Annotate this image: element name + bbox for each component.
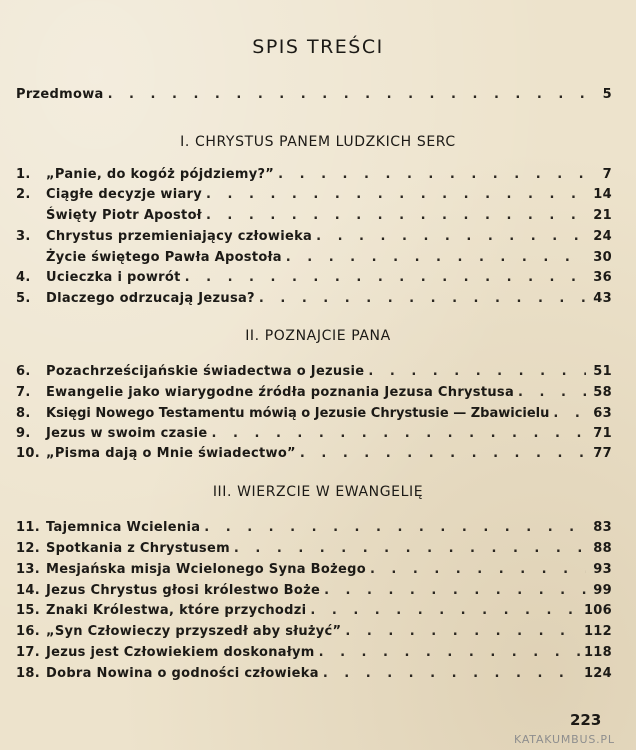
toc-entry [16, 360, 612, 380]
toc-entry [16, 537, 612, 557]
entry-title: Jezus jest Człowiekiem doskonałym [46, 645, 315, 660]
leader-dots [234, 541, 586, 557]
entry-page: 83 [593, 520, 612, 535]
toc-entry [16, 266, 612, 286]
entry-number: 5. [16, 291, 31, 306]
entry-number: 13. [16, 562, 40, 577]
leader-dots [368, 364, 586, 380]
entry-page: 93 [593, 562, 612, 577]
toc-entry [16, 402, 612, 422]
entry-page: 36 [593, 270, 612, 285]
entry-page: 106 [583, 603, 612, 618]
toc-entry [16, 442, 612, 462]
entry-title: Dobra Nowina o godności człowieka [46, 666, 319, 681]
entry-title: Życie świętego Pawła Apostoła [46, 250, 282, 265]
toc-entry [16, 381, 612, 401]
toc-entry [16, 287, 612, 307]
leader-dots [204, 520, 586, 536]
entry-number: 12. [16, 541, 40, 556]
entry-number: 9. [16, 426, 31, 441]
entry-number: 8. [16, 406, 31, 421]
leader-dots [310, 603, 580, 619]
entry-title: Dlaczego odrzucają Jezusa? [46, 291, 255, 306]
toc-entry [16, 246, 612, 266]
watermark: KATAKUMBUS.PL [514, 733, 615, 746]
section-heading-3: III. WIERZCIE W EWANGELIĘ [212, 484, 424, 500]
toc-entry [16, 163, 612, 183]
entry-page: 43 [593, 291, 612, 306]
entry-title: Chrystus przemieniający człowieka [46, 229, 313, 244]
leader-dots [286, 250, 586, 266]
entry-page: 118 [583, 645, 612, 660]
section-heading-1: I. CHRYSTUS PANEM LUDZKICH SERC [180, 134, 456, 150]
toc-entry [16, 422, 612, 442]
entry-page: 21 [593, 208, 612, 223]
leader-dots [316, 229, 586, 245]
entry-title: Przedmowa [16, 87, 104, 102]
entry-page: 14 [593, 187, 612, 202]
toc-entry [16, 579, 612, 599]
entry-page: 88 [593, 541, 612, 556]
entry-page: 24 [593, 229, 612, 244]
entry-title: Tajemnica Wcielenia [46, 520, 201, 535]
entry-title: Jezus w swoim czasie [46, 426, 208, 441]
entry-title: „Panie, do kogóż pójdziemy?” [46, 167, 275, 182]
entry-page: 51 [593, 364, 612, 379]
toc-entry [16, 641, 612, 661]
entry-title: Ewangelie jako wiarygodne źródła poznania Jezusa Chrystusa [46, 385, 515, 400]
entry-page: 63 [593, 406, 612, 421]
toc-entry [16, 183, 612, 203]
leader-dots [553, 406, 586, 422]
toc-entry [16, 225, 612, 245]
page-title: SPIS TREŚCI [252, 36, 384, 58]
section-heading-2: II. POZNAJCIE PANA [245, 328, 391, 344]
toc-entry [16, 620, 612, 640]
entry-number: 14. [16, 583, 40, 598]
leader-dots [259, 291, 586, 307]
toc-entry-preface [16, 83, 612, 103]
entry-title: Jezus Chrystus głosi królestwo Boże [46, 583, 321, 598]
entry-number: 11. [16, 520, 40, 535]
leader-dots [345, 624, 580, 640]
leader-dots [324, 583, 586, 599]
entry-title: Pozachrześcijańskie świadectwa o Jezusie [46, 364, 365, 379]
leader-dots [212, 426, 586, 442]
entry-page: 99 [593, 583, 612, 598]
toc-entry [16, 558, 612, 578]
entry-number: 2. [16, 187, 31, 202]
entry-title: Znaki Królestwa, które przychodzi [46, 603, 307, 618]
entry-title: Ucieczka i powrót [46, 270, 181, 285]
entry-number: 17. [16, 645, 40, 660]
entry-number: 15. [16, 603, 40, 618]
entry-page: 124 [583, 666, 612, 681]
leader-dots [300, 446, 586, 462]
leader-dots [323, 666, 580, 682]
leader-dots [185, 270, 586, 286]
leader-dots [319, 645, 580, 661]
entry-page: 7 [602, 167, 612, 182]
leader-dots [206, 208, 586, 224]
toc-entry [16, 204, 612, 224]
entry-number: 10. [16, 446, 40, 461]
entry-title: Ciągłe decyzje wiary [46, 187, 203, 202]
entry-number: 4. [16, 270, 31, 285]
entry-number: 6. [16, 364, 31, 379]
entry-page: 5 [602, 87, 612, 102]
entry-page: 30 [593, 250, 612, 265]
entry-number: 16. [16, 624, 40, 639]
toc-entry [16, 516, 612, 536]
entry-title: Mesjańska misja Wcielonego Syna Bożego [46, 562, 366, 577]
entry-page: 77 [593, 446, 612, 461]
leader-dots [278, 167, 586, 183]
entry-number: 3. [16, 229, 31, 244]
entry-number: 1. [16, 167, 31, 182]
toc-entry [16, 599, 612, 619]
entry-title: Święty Piotr Apostoł [46, 208, 202, 223]
entry-title: „Pisma dają o Mnie świadectwo” [46, 446, 296, 461]
page-number: 223 [570, 711, 602, 729]
entry-title: Spotkania z Chrystusem [46, 541, 230, 556]
entry-number: 18. [16, 666, 40, 681]
toc-entry [16, 662, 612, 682]
entry-page: 71 [593, 426, 612, 441]
entry-page: 58 [593, 385, 612, 400]
entry-number: 7. [16, 385, 31, 400]
entry-title: Księgi Nowego Testamentu mówią o Jezusie Chrystusie — Zbawicielu [46, 406, 550, 421]
leader-dots [108, 87, 586, 103]
entry-title: „Syn Człowieczy przyszedł aby służyć” [46, 624, 342, 639]
entry-page: 112 [583, 624, 612, 639]
leader-dots [518, 385, 586, 401]
leader-dots [206, 187, 586, 203]
leader-dots [370, 562, 586, 578]
